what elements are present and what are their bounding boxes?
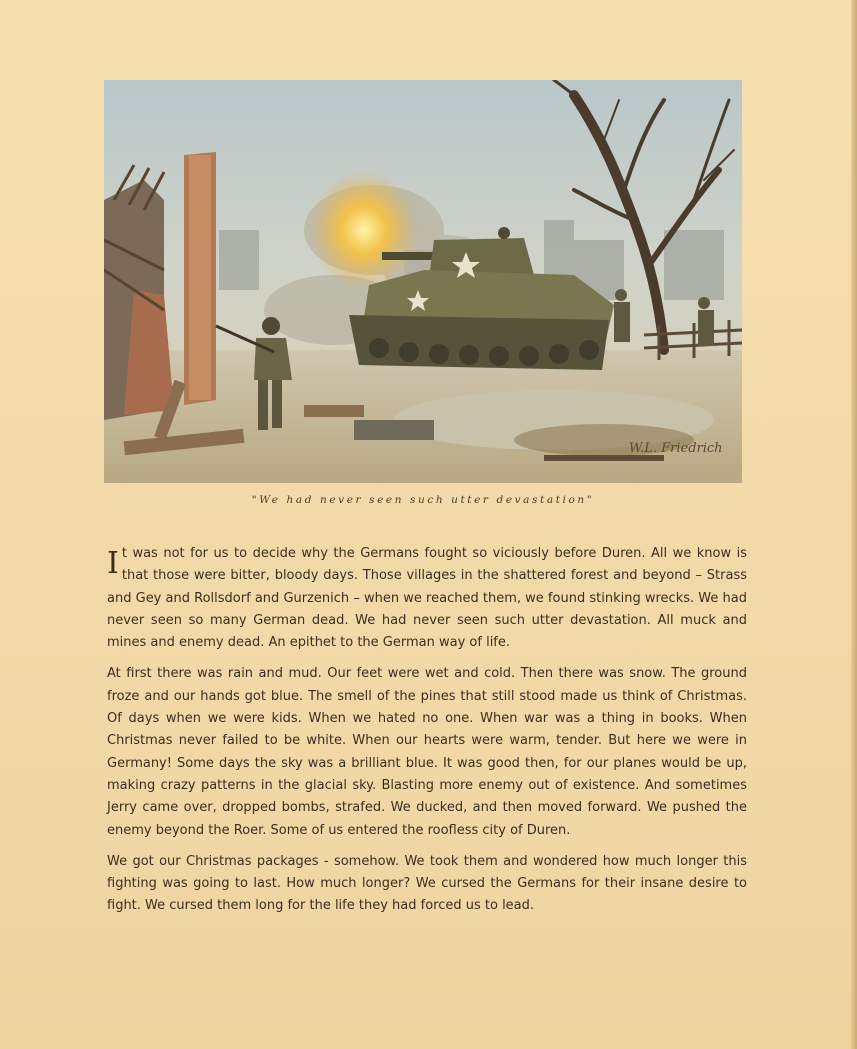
paragraph-3: We got our Christmas packages - somehow. We took them and wondered how much longer this fighting was going to last. How much longer? We cursed the Germans for their insane desire to fight. We cursed them long for the life they had forced us to lead. [107,853,747,914]
war-illustration [104,80,742,483]
drop-cap: I [107,546,119,581]
paragraph-1-text: t was not for us to decide why the Germans fought so viciously before Duren. All we know is that those were bitter, bloody days. Those villages in the shattered forest and beyond – Strass and Gey and Rollsdorf and Gurzenich – when we reached them, we found stinking wrecks. We had never seen so many German dead. We had never seen such utter devastation. All muck and mines and enemy dead. An epithet to the German way of life. [107,546,747,651]
paragraph-1 [107,543,747,654]
illustration-caption: "We had never seen such utter devastation" [251,494,595,506]
artist-signature: W.L. Friedrich [629,441,723,456]
article-body [107,543,747,927]
page-edge [851,0,857,1049]
paragraph-2: At first there was rain and mud. Our feet were wet and cold. Then there was snow. The ground froze and our hands got blue. The smell of the pines that still stood made us think of Christmas. Of days when we were kids. When we hated no one. When war was a thing in books. When Christmas never failed to be white. When our hearts were warm, tender. But here we were in Germany! Some days the sky was a brilliant blue. It was good then, for our planes would be up, making crazy patterns in the glacial sky. Blasting more enemy out of existence. And sometimes Jerry came over, dropped bombs, strafed. We ducked, and then moved forward. We pushed the enemy beyond the Roer. Some of us entered the roofless city of Duren. [107,666,747,838]
